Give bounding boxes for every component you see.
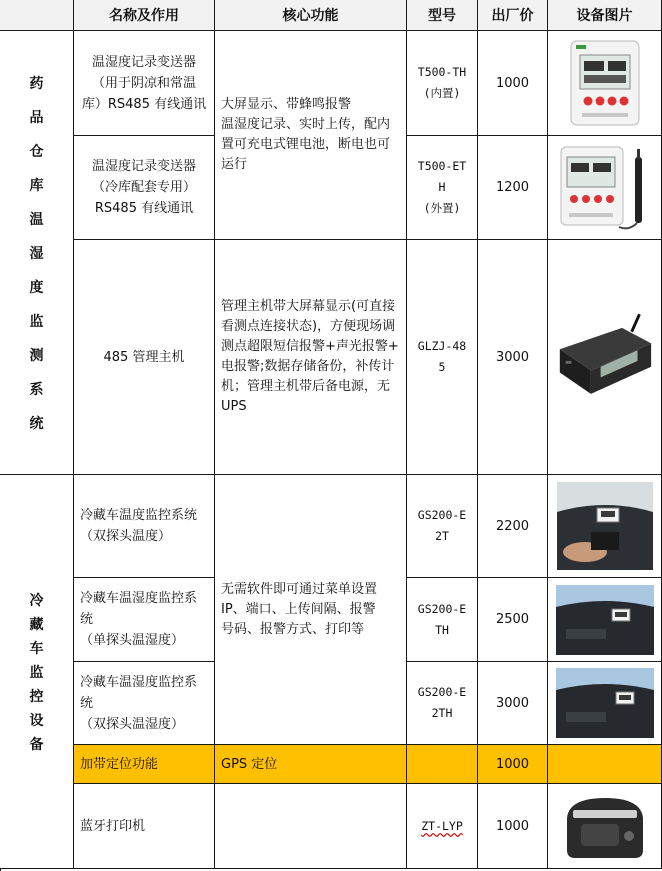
temperature-recorder-image [570,39,640,127]
name-line: （用于阴凉和常温 [91,75,196,91]
function-line: 运行 [221,157,248,172]
group-label-char: 车 [29,640,44,657]
group-label-vehicle [0,475,74,869]
name-line: RS485 有线通讯 [94,201,194,216]
name-line: 冷藏车温湿度监控系 [80,674,198,690]
device-image [548,578,662,662]
function-line: 号码、报警方式、打印等 [221,621,365,637]
product-name [74,31,215,136]
product-name [74,662,215,745]
function-line: 无需软件即可通过菜单设置 [221,581,378,597]
group-label-char: 统 [29,415,44,432]
device-image [548,475,662,578]
device-image [548,784,662,869]
group-label-char: 药 [29,75,44,92]
group-label-char: 冷 [29,592,44,609]
product-name: 蓝牙打印机 [74,784,215,869]
function-line: 机；管理主机带后备电源，无 [221,379,391,394]
recorder-with-probe-image [559,143,651,233]
function-line: 大屏显示、带蜂鸣报警 [221,97,352,112]
group-label-char: 系 [29,381,44,398]
name-line: （双探头温度） [80,529,172,544]
name-line: 统 [80,695,94,711]
name-line: （单探头温湿度） [80,633,185,648]
price: 2200 [478,475,548,578]
function-line: 管理主机带大屏幕显示(可直接 [221,299,396,314]
model-line: 2T [435,529,449,543]
header-image: 设备图片 [548,0,662,31]
device-image-empty [548,745,662,784]
model-number [407,136,478,240]
model-line: (内置) [423,86,461,100]
model-line: T500-TH [417,65,467,79]
core-function-empty [215,784,407,869]
model-number [407,578,478,662]
name-line: 温湿度记录变送器 [91,159,196,174]
header-corner [0,0,74,31]
group-label-char: 控 [29,688,44,705]
group-label-warehouse [0,31,74,475]
name-line: 库）RS485 有线通讯 [81,96,207,112]
device-image [548,31,662,136]
group-label-char: 仓 [29,143,44,160]
function-line: IP、端口、上传间隔、报警 [221,601,376,617]
product-name [74,475,215,578]
car-monitor-image [556,668,654,738]
header-model: 型号 [407,0,478,31]
price: 1200 [478,136,548,240]
header-function: 核心功能 [215,0,407,31]
product-name [74,136,215,240]
management-host-image [554,309,655,405]
product-name [74,578,215,662]
model-line: T500-ET [417,159,467,173]
group-label-char: 监 [29,664,44,681]
function-line: 置可充电式锂电池，断电也可 [221,137,391,152]
core-function-gps: GPS 定位 [215,745,407,784]
model-number [407,240,478,475]
group-label-char: 测 [29,347,44,364]
model-number [407,31,478,136]
header-name: 名称及作用 [74,0,215,31]
function-line: UPS [221,399,247,414]
model-number [407,745,478,784]
model-line: GLZJ-48 [417,339,467,353]
model-line: (外置) [423,201,461,215]
group-label-char: 备 [29,736,44,753]
function-line: 测点超限短信报警+声光报警+ [221,339,399,354]
model-line: ZT-LYP [421,818,463,833]
model-line: TH [435,622,449,637]
group-label-char: 度 [29,279,44,296]
name-line: 冷藏车温湿度监控系 [80,591,198,606]
car-monitor-image [557,482,653,570]
group-label-char: 品 [29,109,44,126]
model-number [407,784,478,869]
model-line: H [438,180,446,194]
core-function-shared [215,31,407,240]
function-line: 温湿度记录、实时上传，配内 [221,117,391,132]
price: 3000 [478,662,548,745]
device-image [548,662,662,745]
model-line: GS200-E [417,508,467,522]
core-function-shared [215,475,407,745]
device-image [548,240,662,475]
model-number [407,475,478,578]
group-label-char: 藏 [29,616,44,633]
car-monitor-image [556,585,654,655]
product-name-gps: 加带定位功能 [74,745,215,784]
model-number [407,662,478,745]
bluetooth-printer-image [559,790,651,862]
group-label-char: 库 [29,177,44,194]
price: 1000 [478,784,548,869]
group-label-char: 湿 [29,245,44,262]
price: 1000 [478,31,548,136]
price: 3000 [478,240,548,475]
group-label-char: 监 [29,313,44,330]
function-line: 电报警;数据存储备份，补传计 [221,359,395,374]
price: 2500 [478,578,548,662]
model-line: GS200-E [417,685,467,699]
name-line: 温湿度记录变送器 [91,54,196,70]
header-price: 出厂价 [478,0,548,31]
core-function [215,240,407,475]
device-image [548,136,662,240]
product-name: 485 管理主机 [74,240,215,475]
price: 1000 [478,745,548,784]
name-line: 统 [80,612,94,627]
group-label-char: 温 [29,211,44,228]
name-line: 冷藏车温度监控系统 [80,508,198,523]
group-label-char: 设 [29,712,44,729]
function-line: 看测点连接状态)，方便现场调 [221,319,396,334]
name-line: （双探头温湿度） [80,716,185,732]
model-line: 2TH [431,706,453,720]
model-line: GS200-E [417,601,467,616]
model-line: 5 [438,360,446,374]
name-line: （冷库配套专用） [91,180,196,195]
